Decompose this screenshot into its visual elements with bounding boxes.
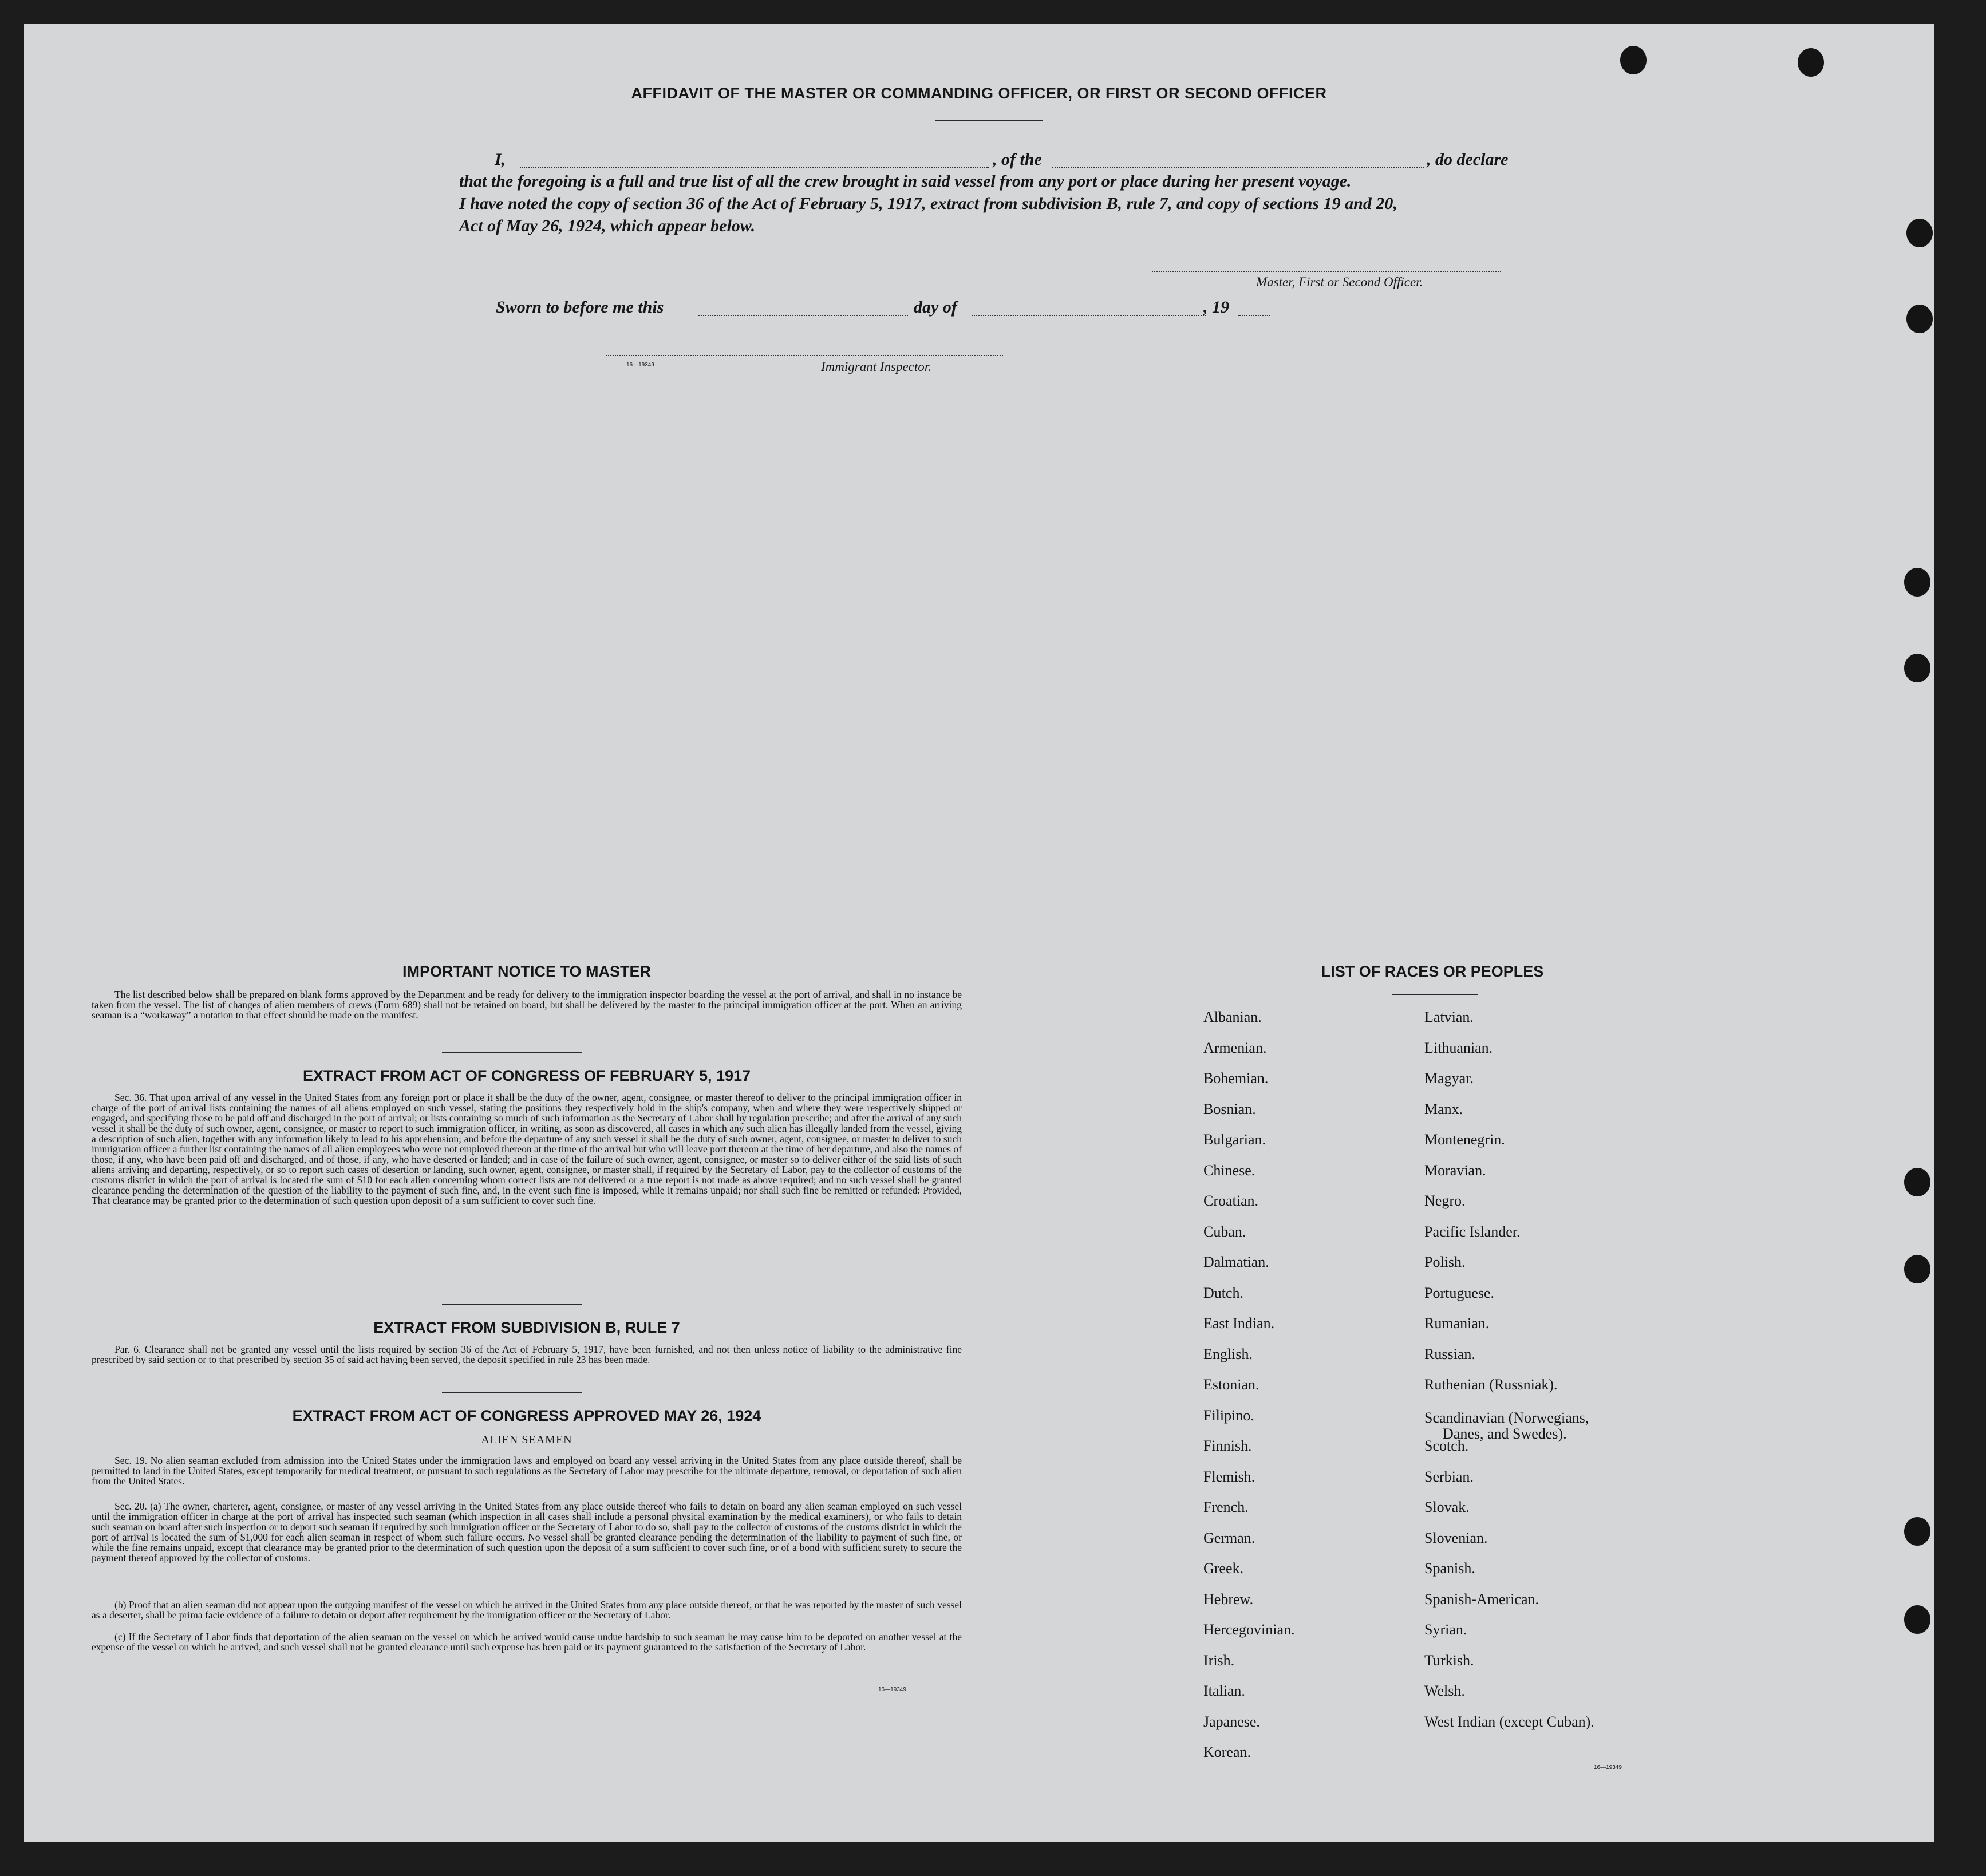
race-item: German. bbox=[1203, 1529, 1255, 1546]
race-item: Rumanian. bbox=[1424, 1315, 1490, 1332]
extract-1924-title: EXTRACT FROM ACT OF CONGRESS APPROVED MAY 26, 1924 bbox=[292, 1407, 761, 1424]
punch-hole bbox=[1904, 1168, 1930, 1196]
race-item: Korean. bbox=[1203, 1744, 1251, 1760]
race-item: Flemish. bbox=[1203, 1468, 1255, 1485]
race-item: French. bbox=[1203, 1499, 1249, 1515]
race-item: Finnish. bbox=[1203, 1437, 1252, 1454]
affidavit-i: I, bbox=[495, 150, 506, 169]
affidavit-line-2: that the foregoing is a full and true list of all the crew brought in said vessel from any port or place during her present voyage. bbox=[459, 172, 1352, 191]
punch-hole bbox=[1906, 219, 1933, 247]
race-item: Manx. bbox=[1424, 1100, 1463, 1117]
punch-hole bbox=[1904, 1255, 1930, 1283]
form-number: 16—19349 bbox=[878, 1687, 906, 1693]
race-item: Scotch. bbox=[1424, 1437, 1469, 1454]
notice-text: The list described below shall be prepared on blank forms approved by the Department and be ready for delivery to the immigration inspector boarding the vessel at the port of arrival, and shall in no instance be taken from the vessel. The list of changes of alien members of crews (Form 689) shall not be retained on board, but shall be delivered by the master to the principal immigration officer at the port. When an arriving seaman is a “workaway” a notation to that effect should be made on the manifest. bbox=[92, 989, 962, 1021]
master-signature-field[interactable] bbox=[1152, 271, 1501, 272]
race-item: Pacific Islander. bbox=[1424, 1223, 1521, 1240]
punch-hole bbox=[1620, 46, 1647, 74]
race-item: Cuban. bbox=[1203, 1223, 1246, 1240]
form-page bbox=[24, 24, 1934, 1842]
punch-hole bbox=[1904, 1517, 1930, 1546]
form-number: 16—19349 bbox=[1594, 1764, 1622, 1771]
punch-hole bbox=[1904, 654, 1930, 682]
race-item: Armenian. bbox=[1203, 1039, 1267, 1056]
race-item: Chinese. bbox=[1203, 1162, 1255, 1179]
race-item: East Indian. bbox=[1203, 1315, 1275, 1332]
race-item: Scandinavian (Norwegians, bbox=[1424, 1409, 1589, 1426]
race-item: Slovenian. bbox=[1424, 1529, 1488, 1546]
sworn-label: Sworn to before me this bbox=[496, 298, 664, 317]
race-item: Magyar. bbox=[1424, 1070, 1474, 1087]
affidavit-line-3: I have noted the copy of section 36 of the Act of February 5, 1917, extract from subdivision B, rule 7, and copy of sections 19 and 20, bbox=[459, 194, 1397, 213]
day-of-label: day of bbox=[914, 298, 957, 317]
vessel-name-field[interactable] bbox=[1052, 167, 1424, 168]
race-item: Hebrew. bbox=[1203, 1590, 1254, 1608]
inspector-label: Immigrant Inspector. bbox=[821, 360, 931, 374]
race-item: Estonian. bbox=[1203, 1376, 1259, 1393]
section-divider bbox=[442, 1392, 582, 1393]
race-item: West Indian (except Cuban). bbox=[1424, 1713, 1594, 1730]
race-item: Japanese. bbox=[1203, 1713, 1260, 1730]
punch-hole bbox=[1904, 1605, 1930, 1634]
affidavit-title: AFFIDAVIT OF THE MASTER OR COMMANDING OFFICER, OR FIRST OR SECOND OFFICER bbox=[631, 85, 1327, 102]
race-item: Greek. bbox=[1203, 1560, 1244, 1577]
inspector-signature-field[interactable] bbox=[606, 355, 1003, 356]
section-divider bbox=[442, 1052, 582, 1053]
race-item: Portuguese. bbox=[1424, 1284, 1495, 1301]
affidavit-line-4: Act of May 26, 1924, which appear below. bbox=[459, 216, 756, 235]
race-item: Bosnian. bbox=[1203, 1100, 1256, 1117]
race-item: Ruthenian (Russniak). bbox=[1424, 1376, 1558, 1393]
race-item: Latvian. bbox=[1424, 1009, 1474, 1025]
race-item: Italian. bbox=[1203, 1683, 1245, 1699]
race-item: Turkish. bbox=[1424, 1652, 1474, 1669]
extract-1917-title: EXTRACT FROM ACT OF CONGRESS OF FEBRUARY 5, 1917 bbox=[302, 1067, 751, 1084]
affidavit-declare: , do declare bbox=[1427, 150, 1509, 169]
race-item: Bohemian. bbox=[1203, 1070, 1269, 1087]
race-item: Spanish. bbox=[1424, 1560, 1475, 1577]
race-item: Dutch. bbox=[1203, 1284, 1244, 1301]
race-item: Moravian. bbox=[1424, 1162, 1486, 1179]
punch-hole bbox=[1798, 48, 1824, 77]
race-item: Filipino. bbox=[1203, 1407, 1254, 1424]
races-title: LIST OF RACES OR PEOPLES bbox=[1321, 963, 1544, 980]
title-divider bbox=[935, 120, 1043, 121]
race-item: Lithuanian. bbox=[1424, 1039, 1493, 1056]
sworn-date-field[interactable] bbox=[698, 315, 908, 316]
sworn-year-field[interactable] bbox=[1238, 315, 1270, 316]
extract-rule7-title: EXTRACT FROM SUBDIVISION B, RULE 7 bbox=[373, 1319, 680, 1336]
form-number: 16—19349 bbox=[626, 362, 654, 368]
race-item: Negro. bbox=[1424, 1192, 1466, 1209]
race-item: Irish. bbox=[1203, 1652, 1235, 1669]
alien-seamen-subtitle: ALIEN SEAMEN bbox=[481, 1433, 572, 1446]
year-label: , 19 bbox=[1203, 298, 1229, 317]
race-item: Polish. bbox=[1424, 1254, 1466, 1270]
race-item: Slovak. bbox=[1424, 1499, 1470, 1515]
sec-20b-text: (b) Proof that an alien seaman did not appear upon the outgoing manifest of the vessel on which he arrived in the United States from any place outside thereof, or that he was reported by the master of such vessel as a deserter, shall be prima facie evidence of a failure to detain or deport after requirement by the immigration officer or the Secretary of Labor. bbox=[92, 1599, 962, 1621]
punch-hole bbox=[1904, 568, 1930, 597]
affidavit-of-the: , of the bbox=[993, 150, 1042, 169]
extract-rule7-text: Par. 6. Clearance shall not be granted any vessel until the lists required by section 36 of the Act of February 5, 1917, have been furnished, and not then unless notice of liability to the administrative fine prescribed by said section or to that prescribed by section 35 of said act having been served, the deposit specified in rule 23 has been made. bbox=[92, 1344, 962, 1365]
race-item: Albanian. bbox=[1203, 1009, 1262, 1025]
race-item: Hercegovinian. bbox=[1203, 1621, 1295, 1638]
extract-1917-text: Sec. 36. That upon arrival of any vessel in the United States from any foreign port or place it shall be the duty of the owner, agent, consignee, or master thereof to deliver to the principal immigration officer in charge of the port of arrival lists containing the names of all aliens employed on such vessel, stating the positions they respectively hold in the ship's company, when and where they were respectively shipped or engaged, and specifying those to be paid off and discharged in the port of arrival; or lists containing so much of such information as the Secretary of Labor shall by regulation prescribe; and after the arrival of any such vessel it shall be the duty of such owner, agent, consignee, or master to report to such immigration officer, in writing, as soon as discovered, all cases in which any such alien has illegally landed from the vessel, giving a description of such alien, together with any information likely to lead to his apprehension; and before the departure of any such vessel it shall be the duty of such owner, agent, consignee, or master to deliver to such immigration officer a further list containing the names of all alien employees who were not employed thereon at the time of the arrival but who will leave port thereon at the time of her departure, and also the names of those, if any, who have been paid off and discharged, and of those, if any, who have deserted or landed; and in case of the failure of such owner, agent, consignee, or master so to deliver either of the said lists of such aliens arriving and departing, respectively, or so to report such cases of desertion or landing, such owner, agent, consignee, or master shall, if required by the Secretary of Labor, pay to the collector of customs of the customs district in which the port of arrival is located the sum of $10 for each alien concerning whom correct lists are not delivered or a true report is not made as above required; and no such vessel shall be granted clearance pending the determination of the question of the liability to the payment of such fine, and, in the event such fine is imposed, while it remains unpaid; nor shall such fine be remitted or refunded: Provided, That clearance may be granted prior to the determination of such question upon deposit of a sum sufficient to cover such fine. bbox=[92, 1092, 962, 1206]
race-item: Croatian. bbox=[1203, 1192, 1259, 1209]
sec-20a-text: Sec. 20. (a) The owner, charterer, agent, consignee, or master of any vessel arriving in the United States from any place outside thereof who fails to detain on board any alien seaman employed on such vessel until the immigration officer in charge at the port of arrival has inspected such seaman (which inspection in all cases shall include a personal physical examination by the medical examiners), or who fails to detain such seaman on board after such inspection or to deport such seaman if required by such immigration officer or the Secretary of Labor to do so, shall pay to the collector of customs of the customs district in which the port of arrival is located the sum of $1,000 for each alien seaman in respect of whom such failure occurs. No vessel shall be granted clearance pending the determination of the liability to payment of such fine, or while the fine remains unpaid, except that clearance may be granted prior to the determination of such question upon the deposit of a sum sufficient to cover such fine, or of a bond with sufficient surety to secure the payment thereof approved by the collector of customs. bbox=[92, 1500, 962, 1563]
section-divider bbox=[442, 1304, 582, 1305]
declarant-name-field[interactable] bbox=[520, 167, 989, 168]
master-signature-label: Master, First or Second Officer. bbox=[1256, 275, 1423, 289]
race-item: Russian. bbox=[1424, 1345, 1475, 1362]
race-item: Serbian. bbox=[1424, 1468, 1474, 1485]
race-item: Montenegrin. bbox=[1424, 1131, 1505, 1148]
race-item: Spanish-American. bbox=[1424, 1590, 1539, 1608]
race-item: Welsh. bbox=[1424, 1683, 1465, 1699]
punch-hole bbox=[1906, 305, 1933, 333]
notice-title: IMPORTANT NOTICE TO MASTER bbox=[402, 963, 651, 980]
race-item: Dalmatian. bbox=[1203, 1254, 1269, 1270]
races-divider bbox=[1392, 994, 1478, 995]
race-item: Syrian. bbox=[1424, 1621, 1467, 1638]
sworn-month-field[interactable] bbox=[972, 315, 1206, 316]
sec-20c-text: (c) If the Secretary of Labor finds that deportation of the alien seaman on the vessel on which he arrived would cause undue hardship to such seaman he may cause him to be deported on another vessel at the expense of the vessel on which he arrived, and such vessel shall not be granted clearance until such expense has been paid or its payment guaranteed to the satisfaction of the Secretary of Labor. bbox=[92, 1631, 962, 1653]
race-item: English. bbox=[1203, 1345, 1253, 1362]
race-item: Danes, and Swedes). bbox=[1443, 1425, 1567, 1442]
race-item: Bulgarian. bbox=[1203, 1131, 1266, 1148]
sec-19-text: Sec. 19. No alien seaman excluded from admission into the United States under the immigration laws and employed on board any vessel arriving in the United States from any place outside thereof, shall be permitted to land in the United States, except temporarily for medical treatment, or pursuant to such regulations as the Secretary of Labor may prescribe for the ultimate departure, removal, or deportation of such alien from the United States. bbox=[92, 1455, 962, 1487]
